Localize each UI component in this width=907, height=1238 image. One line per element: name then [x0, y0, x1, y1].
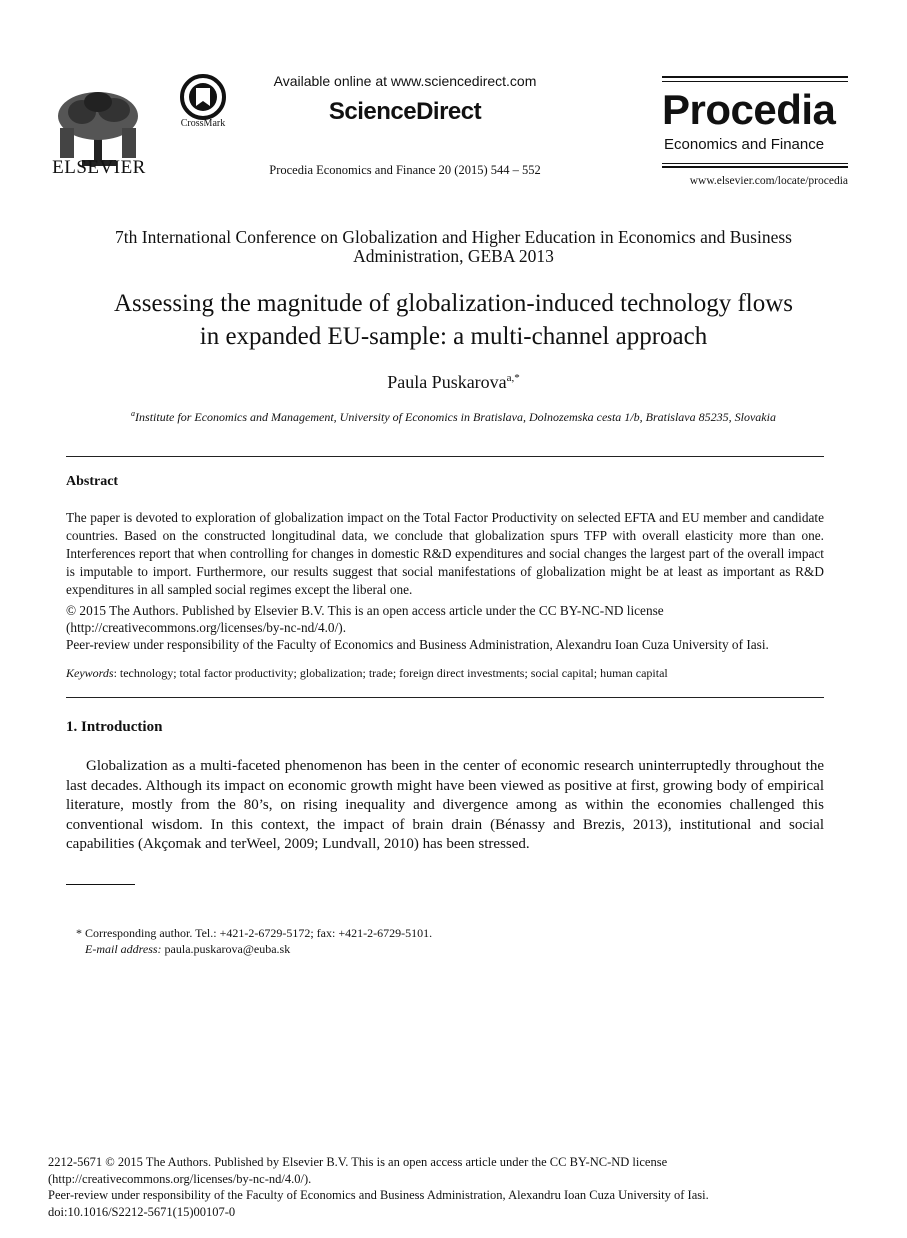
title-line-2: in expanded EU-sample: a multi-channel approach: [199, 323, 708, 350]
abstract-bottom-rule: [66, 697, 824, 698]
email-label: E-mail address:: [85, 942, 162, 956]
available-online-text[interactable]: Available online at www.sciencedirect.com: [273, 73, 537, 89]
conference-name: [40, 228, 867, 266]
copyright-block: [66, 602, 826, 653]
affiliation-mark: a: [131, 409, 136, 418]
introduction-paragraph: Globalization as a multi-faceted phenomenon has been in the center of economic research uninterruptedly throughout the last decades. Although its impact on economic growth might have been viewed as positive at first, growing body of empirical literature, mostly from the 80’s, on rising inequality and divergence among as within the economies challenged this conventional wisdom. In this context, the impact of brain drain (Bénassy and Brezis, 2013), institutional and social capabilities (Akçomak and terWeel, 2009; Lundvall, 2010) has been stressed.: [66, 758, 824, 853]
doi-line[interactable]: doi:10.1016/S2212-5671(15)00107-0: [48, 1204, 236, 1219]
author-line: [40, 372, 867, 393]
keywords-line: [66, 665, 826, 682]
author-marks: a,*: [506, 372, 520, 384]
copyright-line: © 2015 The Authors. Published by Elsevier B.V. This is an open access article under the CC BY-NC-ND license: [66, 603, 664, 618]
title-line-1: Assessing the magnitude of globalization-induced technology flows: [113, 290, 794, 317]
footnote-rule: [66, 884, 135, 885]
crossmark-label: CrossMark: [180, 118, 226, 129]
bottom-license-link[interactable]: (http://creativecommons.org/licenses/by-nc-nd/4.0/).: [48, 1171, 312, 1186]
journal-rule-top: [662, 76, 848, 78]
crossmark-icon[interactable]: [180, 74, 226, 120]
keywords-text: : technology; total factor productivity; globalization; trade; foreign direct investments; social capital; human capital: [113, 666, 668, 680]
author-name: Paula Puskarova: [387, 372, 507, 392]
sciencedirect-brand: ScienceDirect: [328, 98, 482, 125]
issn-copyright-line: 2212-5671 © 2015 The Authors. Published by Elsevier B.V. This is an open access article under the CC BY-NC-ND license: [48, 1155, 668, 1169]
email-footnote: [85, 942, 290, 957]
journal-url[interactable]: www.elsevier.com/locate/procedia: [689, 175, 848, 187]
license-link[interactable]: (http://creativecommons.org/licenses/by-nc-nd/4.0/).: [66, 620, 347, 635]
bottom-peer-review-line: Peer-review under responsibility of the Faculty of Economics and Business Administration, Alexandru Ioan Cuza University of Iasi.: [48, 1188, 709, 1202]
email-address[interactable]: paula.puskarova@euba.sk: [164, 942, 291, 956]
affiliation-text: Institute for Economics and Management, University of Economics in Bratislava, Dolnozemska cesta 1/b, Bratislava 85235, Slovakia: [135, 410, 776, 424]
abstract-heading: Abstract: [66, 474, 119, 489]
bottom-matter: [48, 1154, 868, 1220]
affiliation: [40, 409, 867, 425]
corresponding-author-footnote: * Corresponding author. Tel.: +421-2-6729-5172; fax: +421-2-6729-5101.: [76, 926, 433, 940]
journal-rule-bottom-thin: [662, 163, 848, 164]
conference-line-1: 7th International Conference on Globalization and Higher Education in Economics and Business: [115, 227, 792, 247]
peer-review-line: Peer-review under responsibility of the Faculty of Economics and Business Administration, Alexandru Ioan Cuza University of Iasi.: [66, 637, 769, 652]
journal-name: Procedia: [662, 86, 836, 133]
journal-subtitle: Economics and Finance: [664, 136, 825, 153]
keywords-label: Keywords: [66, 666, 114, 680]
abstract-top-rule: [66, 456, 824, 457]
journal-rule-bottom: [662, 166, 848, 168]
conference-line-2: Administration, GEBA 2013: [353, 246, 554, 266]
paper-title: [40, 287, 867, 353]
publisher-wordmark: ELSEVIER: [52, 157, 146, 178]
abstract-body: The paper is devoted to exploration of globalization impact on the Total Factor Productivity on selected EFTA and EU member and candidate countries. Based on the constructed longitudinal data, we conclude that globalization spurs TFP with overall elasticity more than one. Interferences report that when controlling for changes in domestic R&D expenditures and social changes the largest part of the overall impact is imputable to import. Furthermore, our results suggest that social manifestations of globalization might be at least as important as R&D expenditures in all sampled social regimes except the liberal one.: [66, 510, 824, 597]
journal-reference: Procedia Economics and Finance 20 (2015) 544 – 552: [269, 163, 541, 177]
section-heading-introduction: 1. Introduction: [66, 719, 163, 735]
